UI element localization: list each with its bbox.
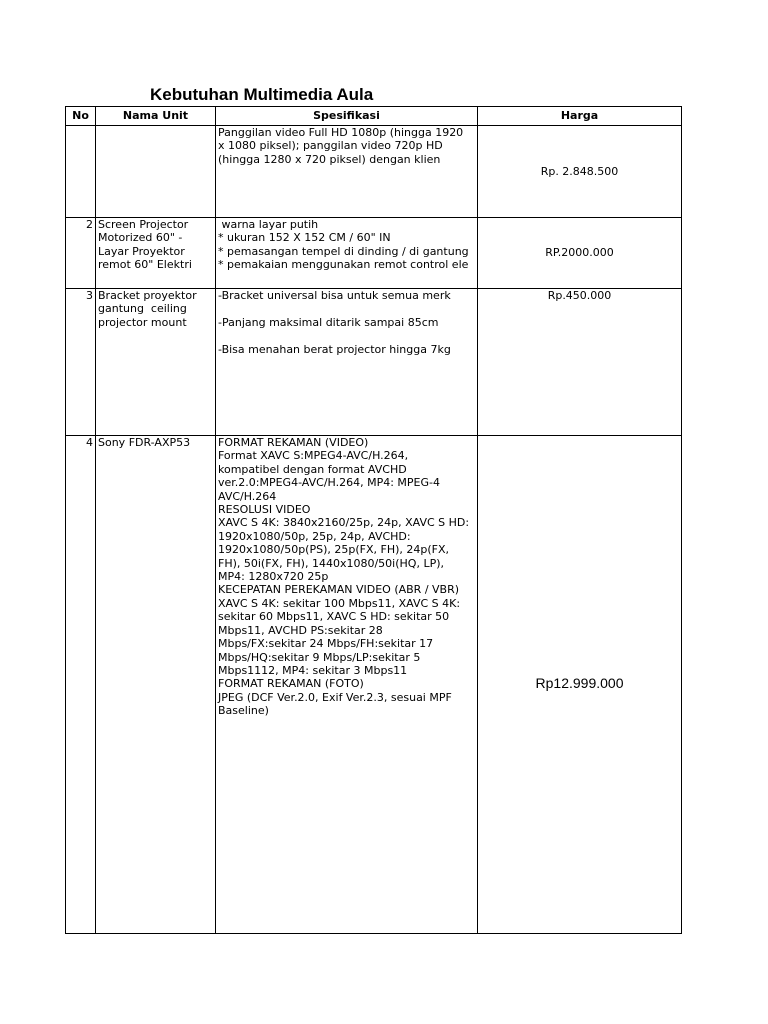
row-price: Rp. 2.848.500 (478, 126, 682, 218)
spec-table (65, 106, 682, 934)
header-price: Harga (478, 107, 682, 126)
row-price-text: Rp12.999.000 (535, 675, 624, 692)
row-name (96, 126, 216, 218)
table-row (66, 218, 682, 289)
header-spec: Spesifikasi (216, 107, 478, 126)
row-price: Rp.450.000 (478, 289, 682, 436)
row-no: 2 (66, 218, 96, 289)
row-no (66, 126, 96, 218)
row-spec: FORMAT REKAMAN (VIDEO) Format XAVC S:MPEG4-AVC/H.264, kompatibel dengan format AVCHD ver.2.0:MPEG4-AVC/H.264, MP4: MPEG-4 AVC/H.264 RESOLUSI VIDEO XAVC S 4K: 3840x2160/25p, 24p, XAVC S HD: 1920x1080/50p, 25p, 24p, AVCHD: 1920x1080/50p(PS), 25p(FX, FH), 24p(FX, FH), 50i(FX, FH), 1440x1080/50i(HQ, LP), MP4: 1280x720 25p KECEPATAN PEREKAMAN VIDEO (ABR / VBR) XAVC S 4K: sekitar 100 Mbps11, XAVC S 4K: sekitar 60 Mbps11, XAVC S HD: sekitar 50 Mbps11, AVCHD PS:sekitar 28 Mbps/FX:sekitar 24 Mbps/FH:sekitar 17 Mbps/HQ:sekitar 9 Mbps/LP:sekitar 5 Mbps1112, MP4: sekitar 3 Mbps11 FORMAT REKAMAN (FOTO) JPEG (DCF Ver.2.0, Exif Ver.2.3, sesuai MPF Baseline) (216, 436, 478, 934)
row-spec: -Bracket universal bisa untuk semua merk -Panjang maksimal ditarik sampai 85cm -Bisa menahan berat projector hingga 7kg (216, 289, 478, 436)
row-price: RP.2000.000 (478, 218, 682, 289)
row-no: 3 (66, 289, 96, 436)
row-spec: Panggilan video Full HD 1080p (hingga 1920 x 1080 piksel); panggilan video 720p HD (hingga 1280 x 720 piksel) dengan klien (216, 126, 478, 218)
row-no: 4 (66, 436, 96, 934)
page-title: Kebutuhan Multimedia Aula (150, 85, 374, 104)
row-name: Bracket proyektor gantung ceiling projector mount (96, 289, 216, 436)
header-name: Nama Unit (96, 107, 216, 126)
header-no: No (66, 107, 96, 126)
row-name: Screen Projector Motorized 60" - Layar Proyektor remot 60" Elektri (96, 218, 216, 289)
table-header-row (66, 107, 682, 126)
table-row (66, 436, 682, 934)
table-row (66, 289, 682, 436)
row-name: Sony FDR-AXP53 (96, 436, 216, 934)
row-spec: warna layar putih * ukuran 152 X 152 CM / 60" IN * pemasangan tempel di dinding / di gantung * pemakaian menggunakan remot control ele (216, 218, 478, 289)
table-row (66, 126, 682, 218)
row-price (478, 436, 682, 934)
